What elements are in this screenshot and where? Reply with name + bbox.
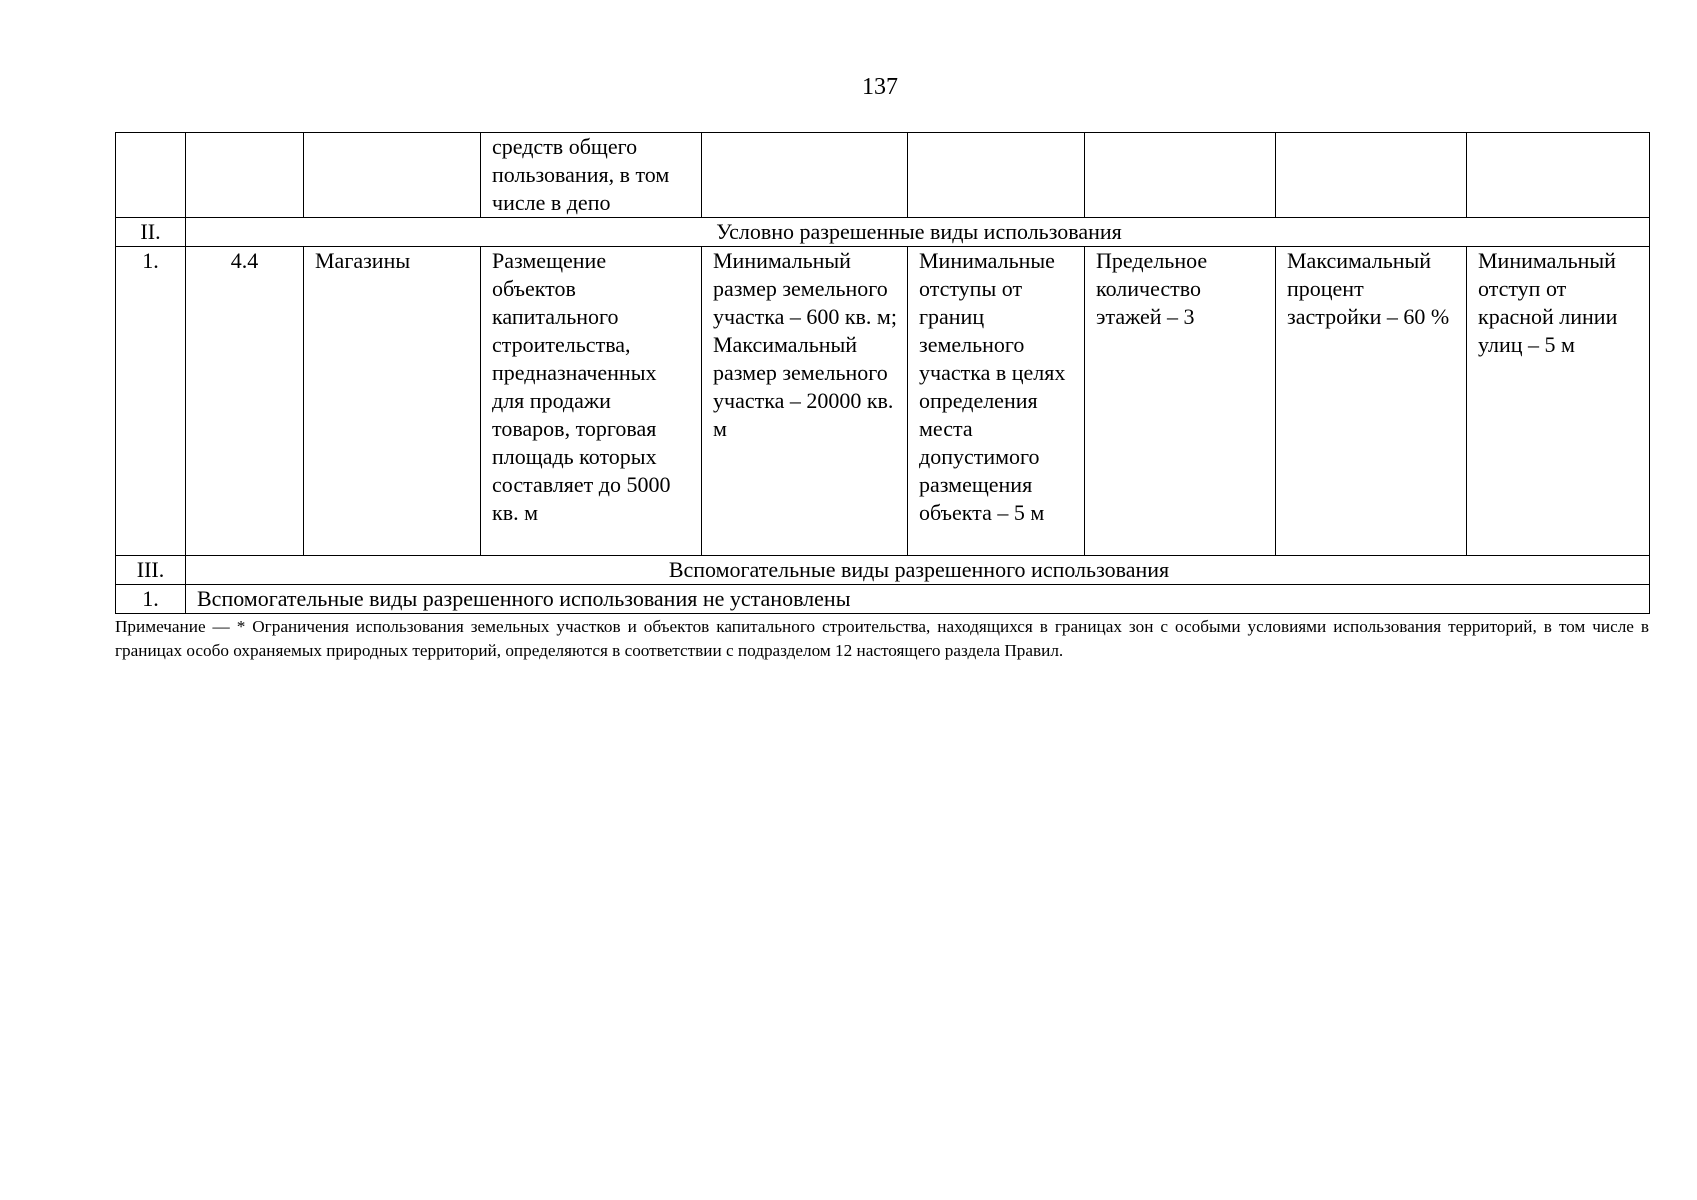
table-row-continuation xyxy=(116,133,1650,218)
table-row xyxy=(116,585,1650,614)
row-code: 4.4 xyxy=(186,247,304,556)
section-title: Вспомогательные виды разрешенного использования xyxy=(186,556,1650,585)
cell-code xyxy=(186,133,304,218)
row-name: Магазины xyxy=(304,247,481,556)
cell-number xyxy=(116,133,186,218)
cell-plot-size xyxy=(702,133,908,218)
cell-floors xyxy=(1085,133,1276,218)
row-number: 1. xyxy=(116,247,186,556)
section-number: II. xyxy=(116,218,186,247)
footnote: Примечание — * Ограничения использования земельных участков и объектов капитального строительства, находящихся в границах зон с особыми условиями использования территорий, в том числе в границах особо охраняемых природных территорий, определяются в соответствии с подразделом 12 настоящего раздела Правил. xyxy=(115,617,1649,660)
cell-coverage xyxy=(1276,133,1467,218)
row-number: 1. xyxy=(116,585,186,614)
cell-description: средств общего пользования, в том числе в депо xyxy=(481,133,702,218)
row-plot-size: Минимальный размер земельного участка – 600 кв. м; Максимальный размер земельного участка – 20000 кв. м xyxy=(702,247,908,556)
table-row xyxy=(116,247,1650,556)
section-number: III. xyxy=(116,556,186,585)
section-header-row xyxy=(116,218,1650,247)
section-title: Условно разрешенные виды использования xyxy=(186,218,1650,247)
cell-name xyxy=(304,133,481,218)
page-number: 137 xyxy=(862,74,898,100)
row-description: Размещение объектов капитального строительства, предназначенных для продажи товаров, торговая площадь которых составляет до 5000 кв. м xyxy=(481,247,702,556)
cell-red-line xyxy=(1467,133,1650,218)
row-floors: Предельное количество этажей – 3 xyxy=(1085,247,1276,556)
row-text: Вспомогательные виды разрешенного использования не установлены xyxy=(186,585,1650,614)
row-setbacks: Минимальные отступы от границ земельного участка в целях определения места допустимого размещения объекта – 5 м xyxy=(908,247,1085,556)
row-red-line: Минимальный отступ от красной линии улиц – 5 м xyxy=(1467,247,1650,556)
row-coverage: Максимальный процент застройки – 60 % xyxy=(1276,247,1467,556)
land-use-table xyxy=(115,132,1650,614)
cell-setbacks xyxy=(908,133,1085,218)
section-header-row xyxy=(116,556,1650,585)
